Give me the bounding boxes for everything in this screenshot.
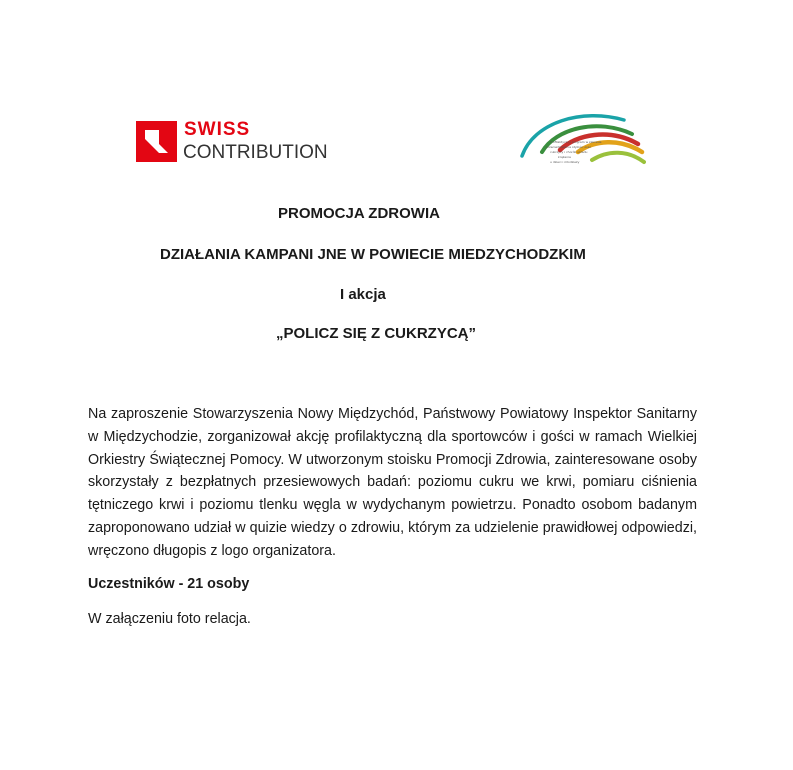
program-logo-text-2: przeciwdziałania otyłości oraz — [546, 145, 591, 149]
swiss-logo-word: SWISS — [184, 119, 251, 140]
health-program-logo — [520, 106, 646, 168]
swiss-contribution-logo — [136, 121, 341, 165]
swiss-flag-icon-shape — [136, 121, 177, 162]
contribution-logo-word: CONTRIBUTION — [183, 142, 328, 163]
rainbow-arcs-icon — [520, 106, 646, 168]
participants-count: Uczestników - 21 osoby — [88, 576, 250, 592]
heading-health-promotion: PROMOCJA ZDROWIA — [278, 205, 440, 222]
heading-campaign-slogan: „POLICZ SIĘ Z CUKRZYCĄ” — [276, 325, 477, 342]
program-logo-text-3: cukrzycy i chorób układu — [550, 150, 588, 154]
program-logo-text-1: Profilaktyczny program w zakresie — [550, 140, 602, 144]
report-paragraph: Na zaproszenie Stowarzyszenia Nowy Międzychód, Państwowy Powiatowy Inspektor Sanitarny w Międzychodzie, zorganizował akcję profilaktyczną dla sportowców i gości w ramach Wielkiej Orkiestry Świątecznej Pomocy. W utworzonym stoisku Promocji Zdrowia, zainteresowane osoby skorzystały z bezpłatnych przesiewowych badań: poziomu cukru we krwi, pomiaru ciśnienia tętniczego krwi i poziomu tlenku węgla w wydychanym powietrzu. Ponadto osobom badanym zaproponowano udział w quizie wiedzy o zdrowiu, którym za udzielenie prawidłowej odpowiedzi, wręczono długopis z logo organizatora. — [88, 406, 697, 559]
attachment-note: W załączeniu foto relacja. — [88, 611, 251, 627]
swiss-flag-icon — [136, 121, 177, 162]
program-logo-text-4: krążenia — [558, 155, 571, 159]
program-logo-text-5: u dzieci i młodzieży — [550, 160, 580, 164]
heading-campaign-actions: DZIAŁANIA KAMPANI JNE W POWIECIE MIEDZYCHODZKIM — [160, 246, 586, 263]
heading-first-action: I akcja — [340, 286, 386, 303]
